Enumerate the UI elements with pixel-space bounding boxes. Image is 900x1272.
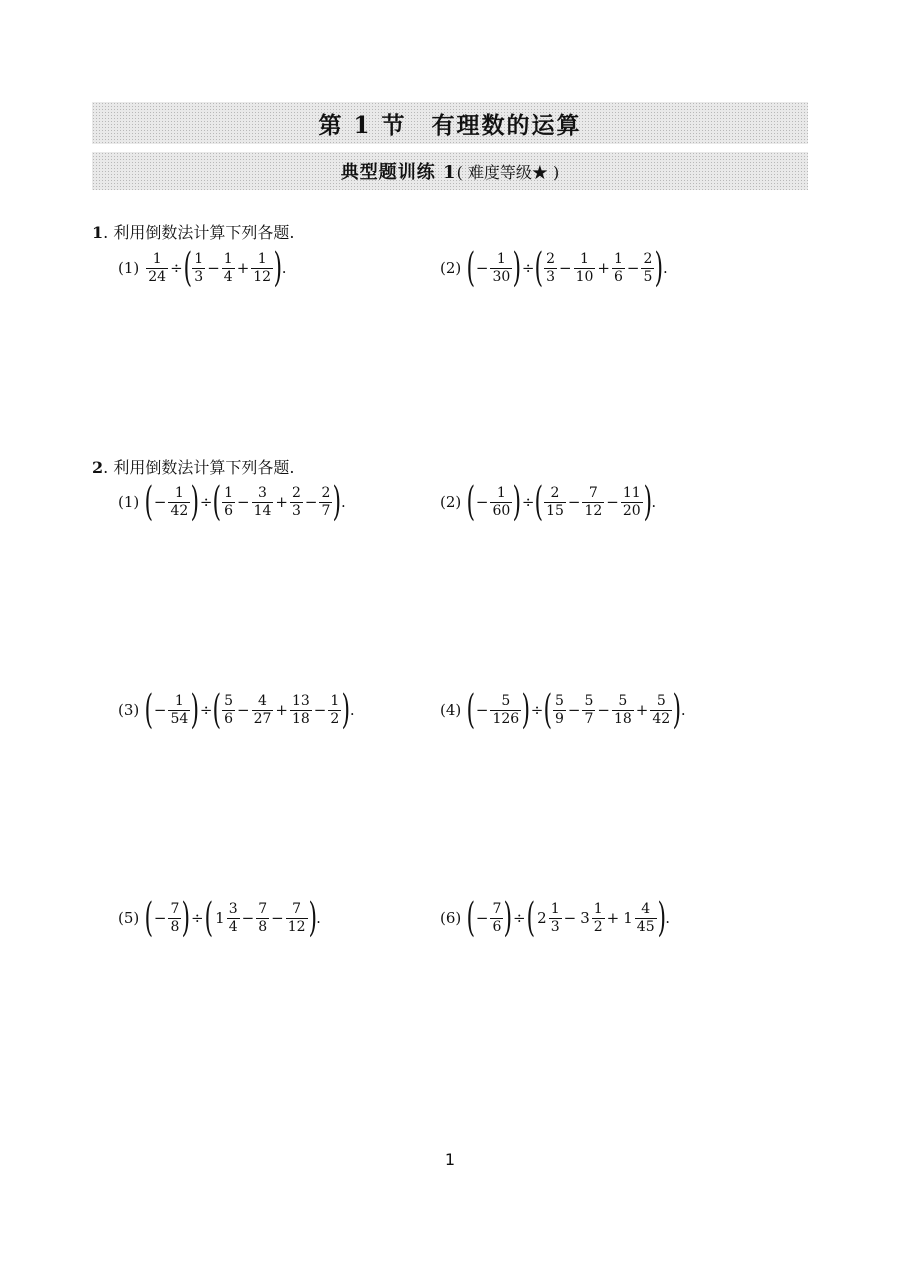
operator: −: [567, 701, 581, 719]
fraction: [168, 485, 190, 518]
fraction: [641, 251, 654, 284]
left-paren: (: [212, 687, 222, 733]
operator: +: [606, 909, 620, 927]
denominator: 18: [291, 710, 310, 727]
fraction: [582, 693, 595, 726]
numerator: 13: [291, 693, 310, 710]
minus-sign: −: [153, 701, 167, 719]
denominator: 3: [550, 918, 560, 935]
operator: +: [275, 493, 288, 511]
numerator: 5: [501, 693, 511, 710]
numerator: 2: [550, 485, 560, 502]
problem-2-1: [118, 479, 346, 525]
right-paren: ): [190, 687, 200, 733]
numerator: 1: [613, 251, 623, 268]
operator: +: [635, 701, 649, 719]
fraction: [319, 485, 332, 518]
operator: +: [597, 259, 610, 277]
minus-sign: −: [475, 493, 489, 511]
period: .: [665, 909, 671, 927]
denominator: 3: [194, 268, 204, 285]
denominator: 4: [228, 918, 238, 935]
minus-sign: −: [153, 493, 167, 511]
operator: +: [275, 701, 288, 719]
whole-number: 1: [623, 909, 633, 927]
divide-sign: ÷: [530, 701, 544, 719]
fraction: [222, 485, 235, 518]
fraction: [553, 693, 566, 726]
operator: −: [236, 701, 250, 719]
period: .: [341, 493, 346, 511]
numerator: 1: [330, 693, 340, 710]
left-paren: (: [466, 895, 476, 941]
problem-2-3: [118, 687, 355, 733]
fraction: [222, 251, 235, 284]
problem-2-2: [440, 479, 657, 525]
problem-label: (4): [440, 701, 462, 719]
numerator: 7: [258, 901, 268, 918]
minus-sign: −: [475, 259, 489, 277]
difficulty-level: ( 难度等级★ ): [456, 162, 560, 182]
divide-sign: ÷: [521, 493, 535, 511]
fraction: [650, 693, 672, 726]
operator: −: [271, 909, 284, 927]
problem-label: (3): [118, 701, 140, 719]
operator: −: [563, 909, 577, 927]
minus-sign: −: [153, 909, 167, 927]
left-paren: (: [466, 245, 476, 291]
period: .: [316, 909, 321, 927]
fraction: [490, 485, 512, 518]
subtitle-banner: [92, 152, 808, 190]
right-paren: ): [643, 479, 652, 525]
period: .: [663, 259, 668, 277]
numerator: 4: [641, 901, 651, 918]
operator: −: [304, 493, 318, 511]
fraction: [252, 485, 274, 518]
right-paren: ): [654, 245, 664, 291]
left-paren: (: [466, 479, 476, 525]
numerator: 1: [194, 251, 204, 268]
right-paren: ): [341, 687, 351, 733]
problem-label: (5): [118, 909, 140, 927]
right-paren: ): [332, 479, 342, 525]
numerator: 3: [228, 901, 238, 918]
problem-1-1: [118, 245, 287, 291]
left-paren: (: [534, 479, 544, 525]
denominator: 3: [291, 502, 301, 519]
divide-sign: ÷: [512, 909, 526, 927]
fraction: [252, 693, 274, 726]
fraction: [328, 693, 341, 726]
left-paren: (: [183, 245, 192, 291]
question-text: 利用倒数法计算下列各题.: [113, 458, 295, 477]
denominator: 3: [546, 268, 555, 285]
operator: +: [236, 259, 250, 277]
fraction: [490, 693, 521, 726]
question-text: 利用倒数法计算下列各题.: [113, 223, 295, 242]
left-paren: (: [543, 687, 553, 733]
denominator: 2: [330, 710, 340, 727]
numerator: 2: [546, 251, 555, 268]
question-dot: .: [103, 458, 109, 477]
numerator: 5: [224, 693, 233, 710]
fraction: [490, 251, 512, 284]
left-paren: (: [466, 687, 476, 733]
denominator: 12: [287, 918, 306, 935]
numerator: 7: [170, 901, 180, 918]
denominator: 54: [170, 710, 189, 727]
divide-sign: ÷: [190, 909, 204, 927]
numerator: 7: [292, 901, 302, 918]
operator: −: [241, 909, 255, 927]
fraction: [286, 901, 308, 934]
question-2-heading: [92, 455, 294, 478]
denominator: 12: [584, 502, 603, 519]
whole-number: 2: [537, 909, 547, 927]
fraction: [227, 901, 240, 934]
numerator: 7: [588, 485, 598, 502]
fraction: [251, 251, 273, 284]
numerator: 1: [152, 251, 162, 268]
operator: −: [597, 701, 610, 719]
denominator: 6: [224, 502, 233, 519]
operator: −: [606, 493, 619, 511]
question-number: 1: [92, 223, 104, 242]
fraction: [544, 485, 566, 518]
numerator: 3: [258, 485, 267, 502]
right-paren: ): [181, 895, 191, 941]
numerator: 1: [257, 251, 267, 268]
right-paren: ): [308, 895, 317, 941]
fraction: [635, 901, 657, 934]
period: .: [680, 701, 686, 719]
numerator: 11: [622, 485, 641, 502]
numerator: 1: [223, 251, 233, 268]
question-1-heading: [92, 220, 294, 243]
denominator: 6: [492, 918, 502, 935]
subtitle-main: 典型题训练 1: [340, 162, 457, 183]
question-number: 2: [92, 458, 104, 477]
period: .: [281, 259, 287, 277]
left-paren: (: [144, 479, 154, 525]
fraction: [612, 693, 634, 726]
left-paren: (: [204, 895, 213, 941]
question-dot: .: [103, 223, 109, 242]
fraction: [621, 485, 643, 518]
denominator: 42: [170, 502, 189, 519]
problem-label: (1): [118, 259, 140, 277]
denominator: 8: [170, 918, 180, 935]
fraction: [146, 251, 168, 284]
fraction: [544, 251, 557, 284]
right-paren: ): [190, 479, 200, 525]
fraction: [168, 693, 190, 726]
denominator: 45: [636, 918, 655, 935]
denominator: 7: [584, 710, 594, 727]
right-paren: ): [672, 687, 682, 733]
section-title-banner: [92, 102, 808, 144]
fraction: [192, 251, 205, 284]
denominator: 24: [148, 268, 167, 285]
denominator: 15: [546, 502, 564, 519]
denominator: 5: [643, 268, 653, 285]
divide-sign: ÷: [199, 493, 213, 511]
divide-sign: ÷: [170, 259, 183, 277]
fraction: [549, 901, 562, 934]
period: .: [349, 701, 355, 719]
numerator: 4: [258, 693, 267, 710]
numerator: 2: [643, 251, 653, 268]
fraction: [222, 693, 235, 726]
left-paren: (: [526, 895, 535, 941]
right-paren: ): [521, 687, 531, 733]
fraction: [582, 485, 604, 518]
denominator: 9: [554, 710, 564, 727]
denominator: 10: [575, 268, 594, 285]
numerator: 1: [496, 485, 506, 502]
numerator: 1: [550, 901, 560, 918]
whole-number: 1: [215, 909, 225, 927]
operator: −: [207, 259, 220, 277]
right-paren: ): [657, 895, 666, 941]
fraction: [168, 901, 181, 934]
numerator: 5: [656, 693, 666, 710]
denominator: 60: [492, 502, 511, 519]
operator: −: [236, 493, 250, 511]
right-paren: ): [512, 245, 522, 291]
numerator: 1: [174, 485, 184, 502]
numerator: 5: [618, 693, 628, 710]
minus-sign: −: [475, 909, 489, 927]
right-paren: ): [503, 895, 513, 941]
whole-number: 3: [580, 909, 590, 927]
problem-label: (6): [440, 909, 462, 927]
left-paren: (: [144, 687, 154, 733]
fraction: [290, 693, 312, 726]
fraction: [290, 485, 303, 518]
operator: −: [567, 493, 581, 511]
period: .: [651, 493, 657, 511]
page-number: 1: [444, 1150, 456, 1169]
operator: −: [558, 259, 572, 277]
left-paren: (: [534, 245, 544, 291]
denominator: 6: [613, 268, 623, 285]
denominator: 126: [492, 710, 520, 727]
divide-sign: ÷: [199, 701, 213, 719]
fraction: [612, 251, 625, 284]
denominator: 18: [613, 710, 632, 727]
numerator: 1: [174, 693, 184, 710]
numerator: 5: [554, 693, 564, 710]
denominator: 2: [593, 918, 603, 935]
denominator: 14: [253, 502, 272, 519]
numerator: 7: [492, 901, 502, 918]
left-paren: (: [144, 895, 154, 941]
problem-1-2: [440, 245, 668, 291]
fraction: [592, 901, 605, 934]
section-title: 第 1 节 有理数的运算: [318, 111, 582, 139]
divide-sign: ÷: [521, 259, 535, 277]
problem-label: (2): [440, 493, 462, 511]
numerator: 1: [593, 901, 603, 918]
numerator: 5: [584, 693, 594, 710]
left-paren: (: [212, 479, 222, 525]
problem-2-5: [118, 895, 321, 941]
numerator: 2: [321, 485, 331, 502]
right-paren: ): [512, 479, 522, 525]
problem-2-6: [440, 895, 671, 941]
denominator: 12: [253, 268, 272, 285]
fraction: [490, 901, 503, 934]
operator: −: [313, 701, 327, 719]
numerator: 1: [224, 485, 233, 502]
problem-label: (1): [118, 493, 140, 511]
denominator: 8: [258, 918, 268, 935]
denominator: 6: [224, 710, 233, 727]
denominator: 27: [253, 710, 272, 727]
right-paren: ): [273, 245, 283, 291]
denominator: 42: [652, 710, 671, 727]
fraction: [574, 251, 596, 284]
fraction: [256, 901, 269, 934]
denominator: 4: [223, 268, 233, 285]
operator: −: [626, 259, 640, 277]
numerator: 2: [291, 485, 301, 502]
numerator: 1: [580, 251, 589, 268]
numerator: 1: [496, 251, 506, 268]
problem-label: (2): [440, 259, 462, 277]
minus-sign: −: [475, 701, 489, 719]
denominator: 7: [321, 502, 331, 519]
problem-2-4: [440, 687, 686, 733]
denominator: 30: [492, 268, 511, 285]
denominator: 20: [622, 502, 641, 519]
